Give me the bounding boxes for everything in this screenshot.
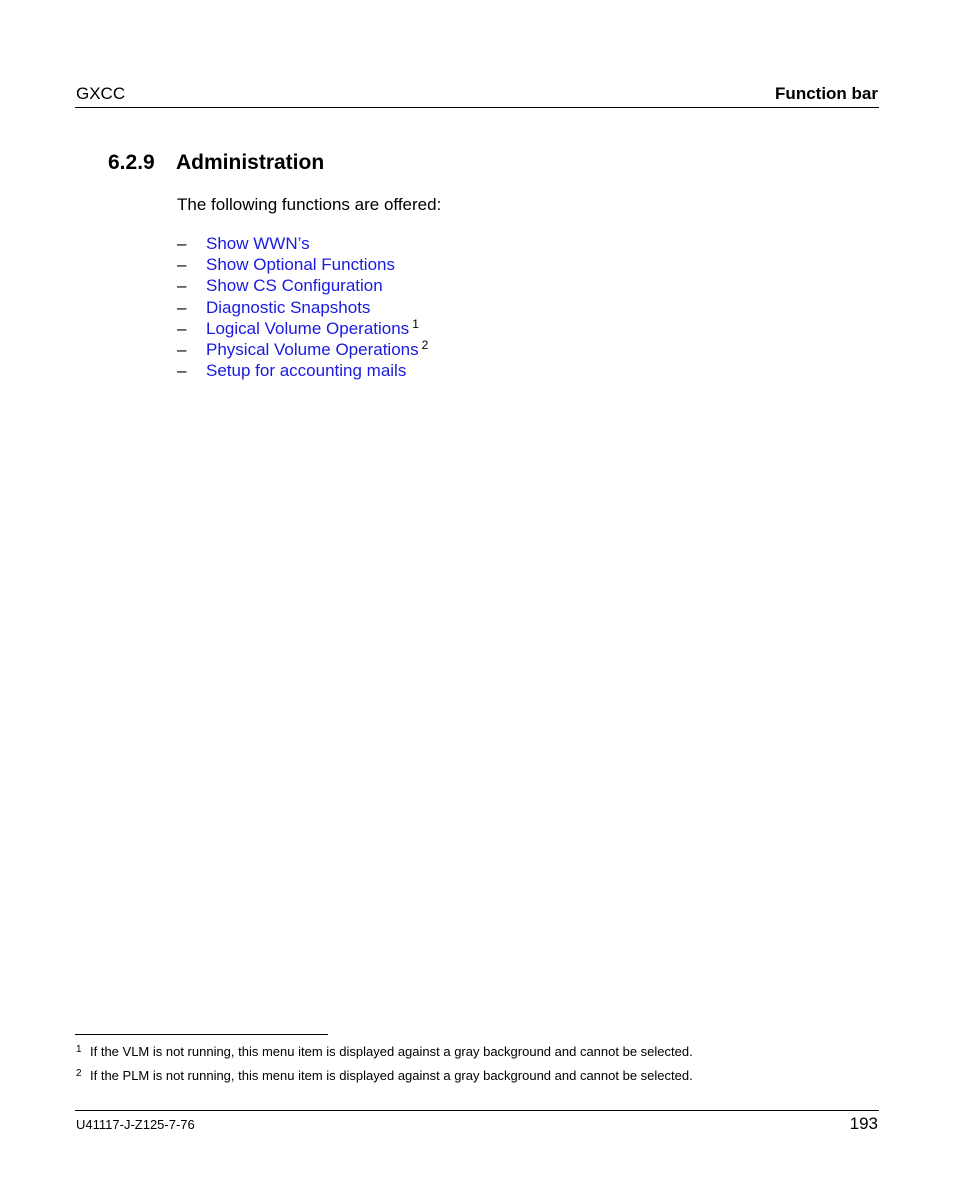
footnote-ref-2: 2 — [421, 337, 429, 352]
footnote-ref-1: 1 — [412, 316, 419, 331]
running-header-left: GXCC — [76, 84, 126, 103]
link-show-wwns[interactable]: Show WWN’s — [206, 234, 310, 253]
list-item — [177, 233, 428, 254]
section-title: Administration — [176, 151, 325, 174]
footnote-rule — [75, 1034, 328, 1035]
list-dash: – — [177, 297, 187, 317]
document-id: U41117-J-Z125-7-76 — [76, 1117, 195, 1132]
list-item — [177, 360, 428, 381]
footnote-2 — [76, 1068, 693, 1083]
link-setup-accounting-mails[interactable]: Setup for accounting mails — [206, 361, 407, 381]
link-show-optional-functions[interactable]: Show Optional Functions — [206, 255, 395, 275]
link-logical-volume-operations[interactable]: Logical Volume Operations — [206, 318, 410, 338]
section-heading — [108, 151, 324, 175]
link-physical-volume-operations[interactable]: Physical Volume Operations — [206, 339, 419, 359]
list-item — [177, 275, 428, 296]
list-dash: – — [177, 361, 187, 381]
section-number: 6.2.9 — [108, 151, 155, 174]
footer-rule — [75, 1110, 879, 1111]
list-item — [177, 318, 428, 339]
list-item — [177, 297, 428, 318]
list-item — [177, 254, 428, 275]
footnote-text: If the VLM is not running, this menu item is displayed against a gray background and cannot be selected. — [90, 1044, 693, 1059]
link-diagnostic-snapshots[interactable]: Diagnostic Snapshots — [206, 297, 371, 317]
header-rule — [75, 107, 879, 108]
link-show-cs-configuration[interactable]: Show CS Configuration — [206, 276, 383, 296]
list-dash: – — [177, 276, 187, 296]
function-list — [177, 233, 428, 381]
list-item — [177, 339, 428, 360]
footnote-1 — [76, 1044, 693, 1059]
list-dash: – — [177, 255, 187, 275]
running-header-right: Function bar — [775, 84, 878, 103]
footnote-mark: 1 — [76, 1044, 82, 1055]
footnote-text: If the PLM is not running, this menu item is displayed against a gray background and cannot be selected. — [90, 1068, 693, 1083]
list-dash: – — [177, 318, 187, 338]
footnote-mark: 2 — [76, 1068, 82, 1079]
intro-text: The following functions are offered: — [177, 195, 442, 214]
list-dash: – — [177, 234, 187, 253]
list-dash: – — [177, 339, 187, 359]
page-number: 193 — [849, 1114, 878, 1133]
